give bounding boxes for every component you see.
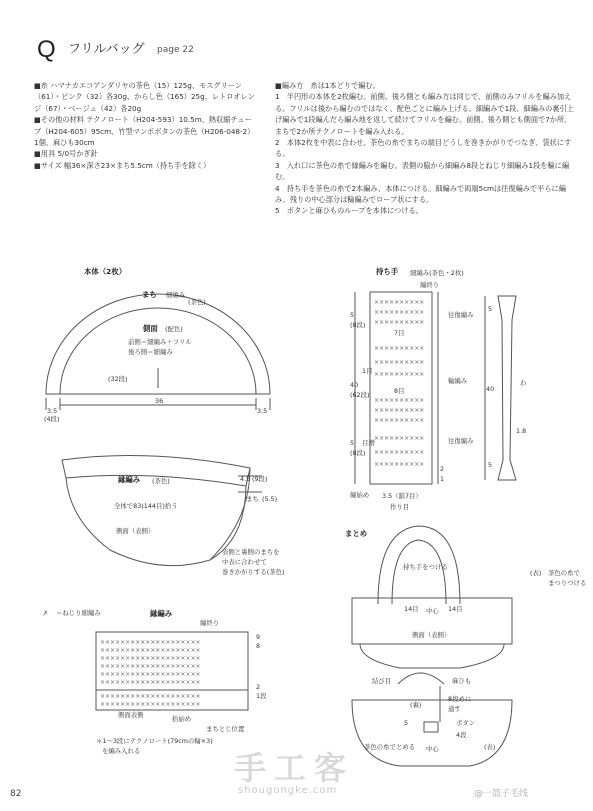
svg-text:××××××××××: ××××××××××: [374, 449, 425, 456]
handle-turn-1: 往復編み: [448, 311, 474, 319]
handle-round: 輪編み: [448, 377, 468, 385]
legend-text: ＝ねじり細編み: [56, 609, 101, 617]
finish-hemp: 麻ひも: [452, 677, 472, 685]
svg-text:××××××××××××××××××××: ××××××××××××××××××××: [100, 655, 201, 662]
materials-size: ■サイズ 幅36×深さ23×まち5.5cm（持ち手を除く）: [34, 160, 211, 170]
chart-gusset-pos: まちとじ位置: [206, 725, 245, 733]
handle-mid: 40: [350, 381, 359, 389]
handle-7st: 7目: [394, 329, 405, 337]
chart-row-9: 9: [256, 633, 261, 641]
body-title: 本体（2枚）: [84, 267, 127, 276]
finish-loop8: 8段めに: [448, 695, 472, 703]
svg-text:××××××××××: ××××××××××: [374, 319, 425, 326]
handle-turn-2: 往復編み: [448, 437, 474, 445]
edge-join-3: 巻きかがりする(茶色): [222, 568, 285, 576]
body-back-note: 後ろ側＝細編み: [128, 348, 173, 356]
finish-sew2: 茶色の糸でとめる: [364, 743, 416, 751]
chart-note-2: を編み入れる: [102, 747, 141, 755]
svg-text:××××××××××: ××××××××××: [374, 435, 425, 442]
materials-tool: ■用具 5/0号かぎ針: [34, 149, 98, 159]
finish-sew-2: まつりつける: [548, 579, 587, 587]
svg-text:××××××××××××××××××××: ××××××××××××××××××××: [100, 671, 201, 678]
finish-thread: 通す: [448, 705, 461, 713]
watermark-url: shougongke.com: [238, 785, 338, 796]
button-icon: [424, 722, 438, 732]
finish-handle-right: [392, 540, 446, 604]
materials-other: ■その他の材料 テクノロート（H204-593）10.5m、熱収縮チューブ（H204-605）95cm、竹型マンボボタンの茶色（H206-048-2）1個、麻ひも30cm: [34, 115, 255, 148]
finish-title: まとめ: [345, 529, 368, 538]
handle-chain: 3.5（鎖7目）: [382, 492, 422, 500]
instruction-step-3: 3 入れ口に茶色の糸で縁編みを編む。表側の脇から細編み8段とねじり細編み1段を輪に編む。: [275, 160, 570, 182]
chart-end: 編終り: [200, 619, 220, 627]
svg-text:××××××××××××××××××××: ××××××××××××××××××××: [100, 663, 201, 670]
edge-gusset-val: (5.5): [262, 495, 278, 503]
svg-text:××××××××××××××××××××: ××××××××××××××××××××: [100, 639, 201, 646]
handle-start: 編始め: [350, 491, 370, 499]
body-side-label: 側面: [143, 324, 158, 333]
finish-center2: 中心: [426, 745, 439, 753]
svg-text:××××××××××: ××××××××××: [374, 407, 425, 414]
svg-text:××××××××××: ××××××××××: [374, 359, 425, 366]
edge-label: 縁編み: [118, 475, 141, 484]
finish-ura: (表): [530, 569, 542, 577]
page-number: 82: [10, 789, 22, 799]
handle-mid-rows: (62段): [350, 391, 370, 399]
body-rows: (32段): [108, 375, 128, 383]
body-gusset-label: まち: [142, 290, 157, 299]
finish-button: ボタン: [456, 719, 476, 727]
pattern-title: フリルバッグ: [68, 42, 145, 57]
handle-diameter: 1.8: [516, 427, 527, 435]
chart-note-1: ＊1〜3段にテクノロート(79cmの輪×3): [96, 737, 213, 745]
instruction-step-1: 1 半円形の本体を2枚編む。前側、後ろ側とも編み方は同じで、前側のみフリルを編み加える。フリルは後から編むのではなく、配色ごとに編み上げる。細編みで1段、細編みの裏引上げ編みで1段編んだら編み地を返して続けてフリルを編む。前側、後ろ側とも側面で7か所、まちで2か所テクノロートを編み入れる。: [275, 92, 574, 136]
weibo-handle: @一篮子毛线: [474, 789, 529, 799]
svg-text:××××××××××: ××××××××××: [374, 461, 425, 468]
edge-gusset: まち: [246, 495, 259, 503]
edge-side: 側面（表側）: [116, 527, 155, 535]
chart-side: 側面表側: [118, 711, 144, 719]
svg-text:××××××××××××××××××××: ××××××××××××××××××××: [100, 693, 201, 700]
handle-row-mark: 目増: [362, 439, 375, 447]
svg-text:××××××××××: ××××××××××: [374, 397, 425, 404]
handle-r2: 2: [440, 465, 445, 473]
edge-color: (茶色): [152, 477, 170, 485]
edge-pickup: 全体で83(144目)拾う: [114, 502, 178, 510]
body-side-color: (配色): [165, 325, 183, 333]
handle-end: 編終り: [420, 281, 440, 289]
finish-sew-1: 茶色の糸で: [548, 569, 580, 577]
finish-front: (表): [484, 743, 496, 751]
edge-join-2: 中表に合わせて: [222, 558, 267, 566]
chart-row-1: 1段: [256, 692, 267, 700]
svg-text:××××××××××: ××××××××××: [374, 345, 425, 352]
handle-top-rows: (8段): [350, 321, 366, 329]
handle-chain-make: 作り目: [390, 503, 410, 511]
instructions-title: ■編み方 糸は1本どりで編む。: [275, 81, 380, 90]
handle-side-5: 5: [488, 305, 493, 313]
handle-top-5: 5: [350, 311, 355, 319]
svg-text:××××××××××: ××××××××××: [374, 309, 425, 316]
finish-rows4: 4段: [456, 731, 467, 739]
finish-ura2: (裏): [410, 701, 422, 709]
handle-title: 持ち手: [376, 267, 399, 276]
finish-14a: 14目: [404, 605, 419, 613]
handle-side-5b: 5: [488, 461, 493, 469]
handle-row1: 1目: [362, 367, 373, 375]
materials-yarn: ■糸 ハマナカエコアンダリヤの茶色（15）125g、モスグリーン（61）・ピンク（32）各30g、からし色（165）25g、レトロオレンジ（67）・ベージュ（42）各20g: [34, 81, 255, 113]
page-reference: page 22: [157, 45, 194, 55]
finish-14b: 14目: [448, 605, 463, 613]
edge-height: 4.5: [240, 475, 251, 483]
instruction-step-2: 2 本体2枚を中表に合わせ、茶色の糸でまちの端目どうしを巻きかがりでつなぎ、袋状にする。: [275, 138, 572, 159]
edge-join-1: 表側と裏側のまちを: [222, 548, 280, 556]
handle-8st: 8目: [394, 387, 405, 395]
handle-note: 細編み(茶色・2枚): [410, 269, 464, 277]
handle-side-40: 40: [486, 385, 495, 393]
handle-bot-5: 5: [350, 439, 355, 447]
finish-attach: 持ち手をつける: [403, 563, 448, 571]
chart-row-2: 2: [256, 683, 261, 691]
body-margin-right: 3.5: [257, 407, 268, 415]
instruction-step-5: 5 ボタンと麻ひものループを本体につける。: [275, 206, 423, 216]
handle-side-view: [498, 296, 516, 480]
svg-text:××××××××××: ××××××××××: [374, 299, 425, 306]
svg-text:××××××××××××××××××××: ××××××××××××××××××××: [100, 647, 201, 654]
chart-row-8: 8: [256, 642, 261, 650]
svg-text:××××××××××××××××××××: ××××××××××××××××××××: [100, 679, 201, 686]
handle-bot-rows: (8段): [350, 449, 366, 457]
finish-center: 中心: [426, 607, 439, 615]
handle-r1: 1: [440, 475, 445, 483]
chart-pick: 拾始め: [172, 715, 192, 723]
instruction-step-4: 4 持ち手を茶色の糸で2本編み、本体につける。細編みで両端5cmは往復編みで平らに編み、残りの中心部分は輪編みでロープ状にする。: [275, 183, 566, 205]
handle-loop: わ: [520, 379, 527, 387]
body-gusset-stitch: 細編み: [166, 291, 186, 299]
finish-bag-bottom: [352, 700, 512, 766]
body-front-note: 前側＝細編み＋フリル: [128, 338, 192, 346]
finish-tie: 結び目: [372, 677, 392, 685]
body-margin-left: 3.5: [47, 407, 58, 415]
svg-text:××××××××××: ××××××××××: [374, 417, 425, 424]
body-gusset-color: (茶色): [188, 298, 206, 306]
svg-text:××××××××××: ××××××××××: [374, 371, 425, 378]
pattern-letter: Q: [37, 36, 56, 63]
chart-title: 縁編み: [150, 609, 173, 618]
finish-five: 5: [404, 719, 409, 727]
legend-symbol: ꭗ: [44, 608, 48, 616]
body-width: 36: [155, 397, 164, 405]
svg-text:××××××××××××××××××××: ××××××××××××××××××××: [100, 701, 201, 708]
body-margin-rows: (4段): [44, 415, 60, 423]
edge-height-rows: (9段): [252, 475, 268, 483]
finish-side: 側面（表側）: [412, 631, 451, 639]
watermark-text: 手工客: [234, 749, 355, 787]
